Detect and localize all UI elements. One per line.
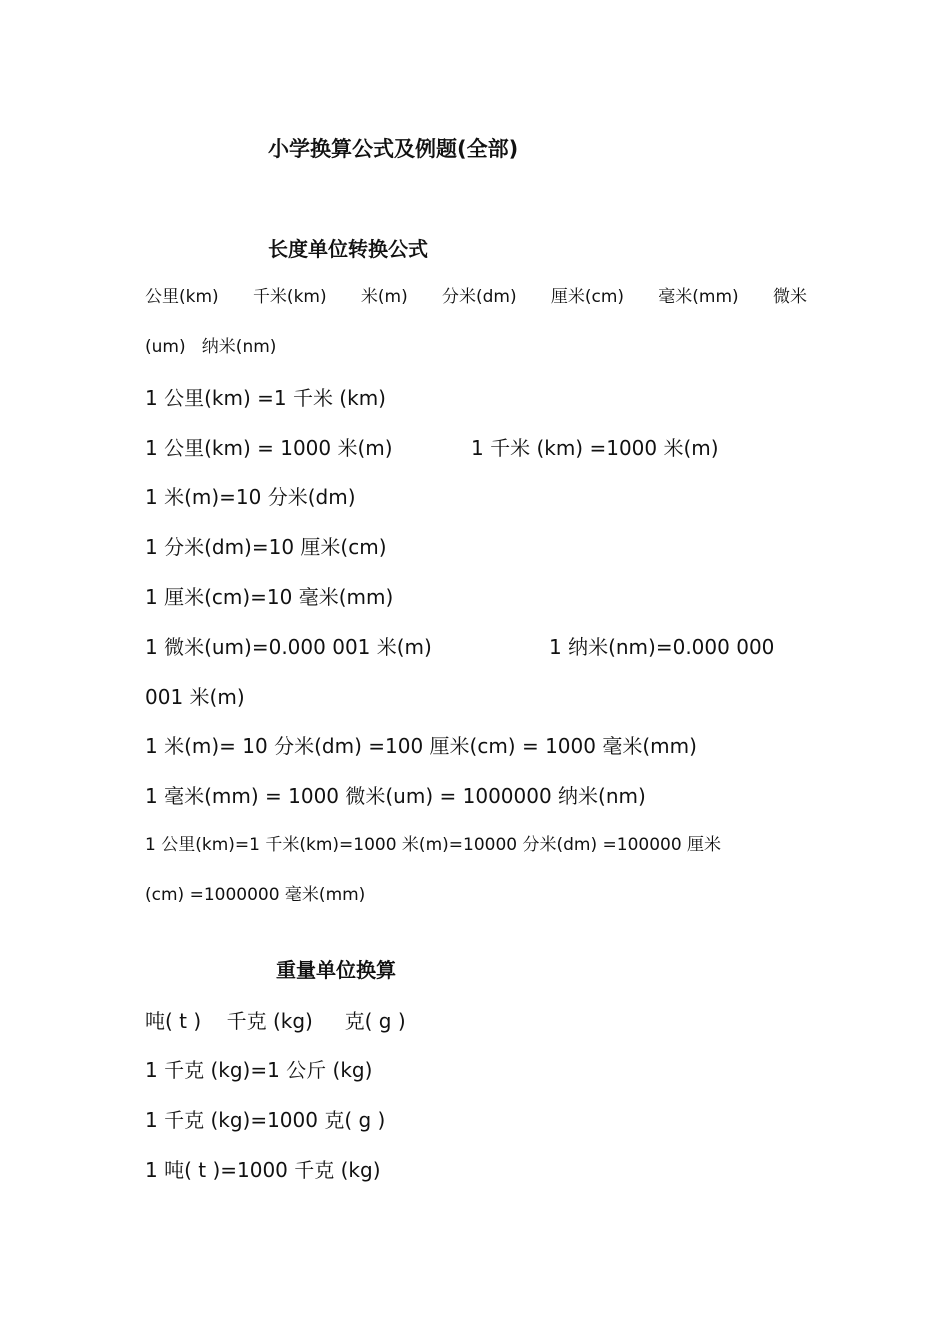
weight-section-heading: 重量单位换算 xyxy=(276,958,396,982)
unit-label: 微米 xyxy=(772,287,807,307)
formula-line: 1 厘米(cm)=10 毫米(mm) xyxy=(145,585,394,609)
unit-label: 千米(km) xyxy=(252,287,327,307)
unit-label: 米(m) xyxy=(360,287,408,307)
weight-units-line: 吨( t ) 千克 (kg) 克( g ) xyxy=(145,1009,406,1033)
formula-line: 1 千克 (kg)=1000 克( g ) xyxy=(145,1108,386,1132)
formula-line: 1 千克 (kg)=1 公斤 (kg) xyxy=(145,1058,373,1082)
length-units-row xyxy=(145,289,807,306)
formula-line: 1 公里(km)=1 千米(km)=1000 米(m)=10000 分米(dm) =100000 厘米 xyxy=(145,835,722,855)
formula-line: 1 毫米(mm) = 1000 微米(um) = 1000000 纳米(nm) xyxy=(145,784,646,808)
formula-line: 1 公里(km) =1 千米 (km) xyxy=(145,386,386,410)
formula-line: (cm) =1000000 毫米(mm) xyxy=(145,885,366,905)
unit-label: 分米(dm) xyxy=(441,287,517,307)
formula-line: 1 微米(um)=0.000 001 米(m) xyxy=(145,635,432,659)
formula-line: 001 米(m) xyxy=(145,685,245,709)
formula-line: 1 吨( t )=1000 千克 (kg) xyxy=(145,1158,381,1182)
formula-line: 1 千米 (km) =1000 米(m) xyxy=(471,436,719,460)
length-section-heading: 长度单位转换公式 xyxy=(268,237,428,261)
formula-line: 1 米(m)=10 分米(dm) xyxy=(145,485,356,509)
formula-line: 1 分米(dm)=10 厘米(cm) xyxy=(145,535,387,559)
formula-line: 1 纳米(nm)=0.000 000 xyxy=(549,635,775,659)
length-units-wrap: (um) 纳米(nm) xyxy=(145,337,277,357)
unit-label: 厘米(cm) xyxy=(550,287,625,307)
document-title: 小学换算公式及例题(全部) xyxy=(268,137,519,161)
formula-line: 1 公里(km) = 1000 米(m) xyxy=(145,436,393,460)
unit-label: 公里(km) xyxy=(145,287,219,307)
formula-line: 1 米(m)= 10 分米(dm) =100 厘米(cm) = 1000 毫米(mm) xyxy=(145,734,697,758)
unit-label: 毫米(mm) xyxy=(658,287,739,307)
